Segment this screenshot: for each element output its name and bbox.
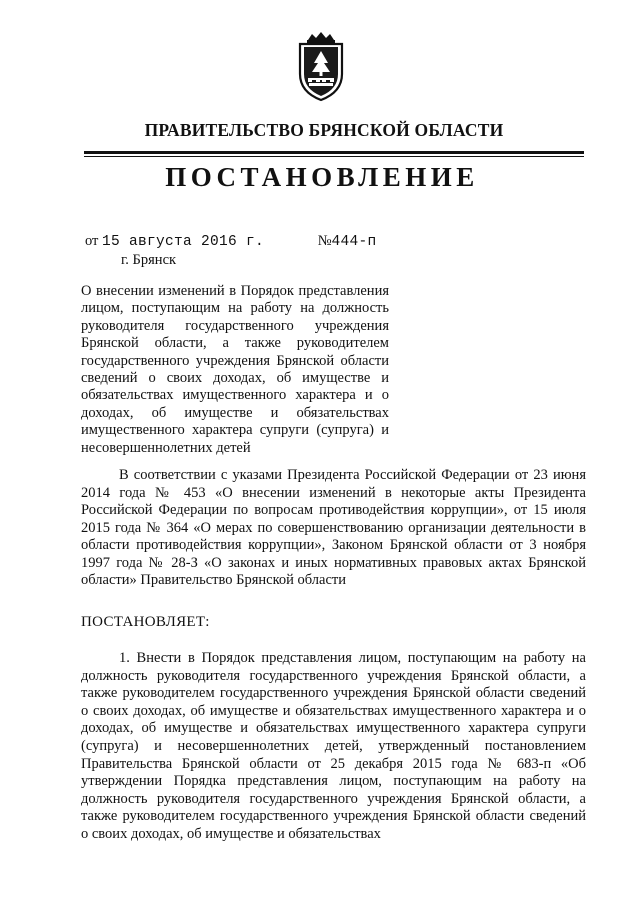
- header-rule-thick: [84, 151, 584, 154]
- preamble-paragraph: В соответствии с указами Президента Российской Федерации от 23 июня 2014 года № 453 «О внесении изменений в некоторые акты Президента Российской Федерации по вопросам противодействия коррупции», от 15 июля 2015 года № 364 «О мерах по совершенствованию организации деятельности в области противодействия коррупции», Законом Брянской области от 3 ноября 1997 года № 28-З «О законах и иных нормативных правовых актах Брянской области» Правительство Брянской области: [81, 467, 586, 588]
- decree-heading: ПОСТАНОВЛЯЕТ:: [81, 614, 210, 630]
- coat-of-arms-emblem: [294, 30, 348, 102]
- number-label: №: [317, 233, 332, 249]
- date-number-line: [85, 233, 377, 250]
- city-name: г. Брянск: [121, 252, 177, 268]
- header-rule-thin: [84, 156, 584, 157]
- document-date: 15 августа 2016 г.: [102, 234, 265, 250]
- organization-title: ПРАВИТЕЛЬСТВО БРЯНСКОЙ ОБЛАСТИ: [144, 120, 504, 140]
- date-prefix: от: [85, 233, 99, 249]
- document-subject: О внесении изменений в Порядок представления лицом, поступающим на работу на должность руководителя государственного учреждения Брянской области, а также руководителем государственного учреждения Брянской области сведений о своих доходах, об имуществе и обязательствах имущественного характера и о доходах, об имуществе и обязательствах имущественного характера супруги (супруга) и несовершеннолетних детей: [81, 283, 389, 456]
- document-type-title: ПОСТАНОВЛЕНИЕ: [165, 162, 479, 192]
- item-1-paragraph: 1. Внести в Порядок представления лицом, поступающим на работу на должность руководителя государственного учреждения Брянской области, а также руководителем государственного учреждения Брянской области сведений о своих доходах, об имуществе и обязательствах имущественного характера и о доходах, об имуществе и обязательствах имущественного характера супруги (супруга) и несовершеннолетних детей, утвержденный постановлением Правительства Брянской области от 25 декабря 2015 года № 683-п «Об утверждении Порядка представления лицом, поступающим на работу на должность руководителя государственного учреждения Брянской области, а также руководителем государственного учреждения Брянской области сведений о своих доходах, об имуществе и обязательствах: [81, 650, 586, 842]
- document-number: 444-п: [331, 234, 377, 250]
